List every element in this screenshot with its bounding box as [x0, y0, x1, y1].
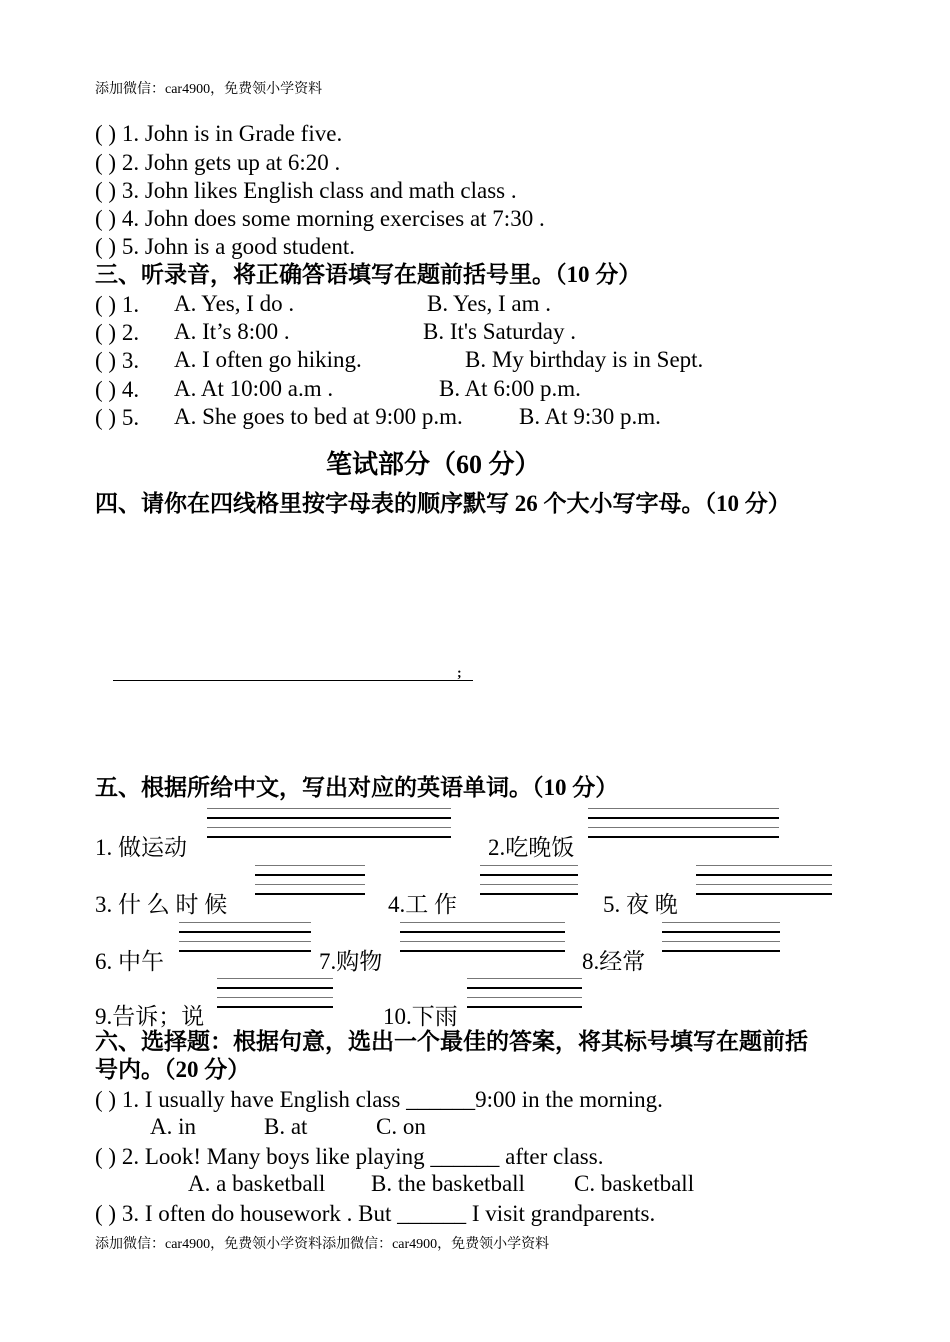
s6-q1-option-c: C. on [376, 1114, 426, 1139]
vocab-6-label: 6. 中午 [95, 949, 164, 974]
vocab-9-label: 9.告诉；说 [95, 1004, 205, 1029]
s3-item-4-b: B. At 6:00 p.m. [439, 376, 581, 401]
judge-item-3: ( ) 3. John likes English class and math class . [95, 178, 517, 203]
vocab-2-label: 2.吃晚饭 [488, 835, 575, 860]
section4-heading: 四、请你在四线格里按字母表的顺序默写 26 个大小写字母。（10 分） [95, 491, 791, 516]
judge-item-5: ( ) 5. John is a good student. [95, 234, 356, 259]
s3-item-1-num: ( ) 1. [95, 292, 140, 317]
s6-question-2: ( ) 2. Look! Many boys like playing ______ after class. [95, 1144, 604, 1169]
s6-question-1: ( ) 1. I usually have English class ______9:00 in the morning. [95, 1087, 663, 1112]
vocab-9-lines[interactable] [217, 978, 333, 1016]
s3-item-5-a: A. She goes to bed at 9:00 p.m. [174, 404, 463, 429]
section6-heading-line1: 六、选择题：根据句意，选出一个最佳的答案，将其标号填写在题前括 [95, 1029, 808, 1054]
vocab-3-lines[interactable] [255, 865, 365, 903]
vocab-1-label: 1. 做运动 [95, 835, 187, 860]
s3-item-3-b: B. My birthday is in Sept. [465, 347, 704, 372]
section3-heading: 三、听录音，将正确答语填写在题前括号里。（10 分） [95, 262, 642, 287]
s3-item-1-a: A. Yes, I do . [174, 291, 295, 316]
s3-item-5-num: ( ) 5. [95, 405, 140, 430]
section5-heading: 五、根据所给中文，写出对应的英语单词。（10 分） [95, 775, 619, 800]
s3-item-4-a: A. At 10:00 a.m . [174, 376, 334, 401]
vocab-7-label: 7.购物 [319, 949, 383, 974]
watermark-top: 添加微信：car4900，免费领小学资料 [95, 82, 323, 97]
vocab-5-label: 5. 夜 晚 [603, 892, 678, 917]
s6-question-3: ( ) 3. I often do housework . But ______ I visit grandparents. [95, 1201, 656, 1226]
judge-item-1: ( ) 1. John is in Grade five. [95, 121, 343, 146]
written-part-title: 笔试部分（60 分） [326, 450, 541, 479]
watermark-bottom: 添加微信：car4900，免费领小学资料添加微信：car4900，免费领小学资料 [95, 1237, 550, 1252]
s3-item-2-num: ( ) 2. [95, 320, 140, 345]
judge-item-4: ( ) 4. John does some morning exercises at 7:30 . [95, 206, 545, 231]
s3-item-1-b: B. Yes, I am . [427, 291, 551, 316]
s3-item-4-num: ( ) 4. [95, 377, 140, 402]
vocab-5-lines[interactable] [696, 865, 832, 903]
vocab-3-label: 3. 什 么 时 候 [95, 892, 228, 917]
vocab-7-lines[interactable] [400, 922, 565, 960]
writing-line-semicolon: ; [457, 666, 462, 681]
s6-q1-option-b: B. at [264, 1114, 308, 1139]
vocab-8-label: 8.经常 [582, 949, 646, 974]
section6-heading-line2: 号内。（20 分） [95, 1057, 251, 1082]
s3-item-2-b: B. It's Saturday . [423, 319, 576, 344]
vocab-10-label: 10.下雨 [383, 1004, 458, 1029]
s3-item-5-b: B. At 9:30 p.m. [519, 404, 661, 429]
vocab-4-label: 4.工 作 [388, 892, 457, 917]
vocab-6-lines[interactable] [179, 922, 311, 960]
s3-item-3-a: A. I often go hiking. [174, 347, 362, 372]
s6-q2-option-a: A. a basketball [188, 1171, 326, 1196]
vocab-4-lines[interactable] [480, 865, 578, 903]
vocab-2-lines[interactable] [588, 808, 779, 846]
s3-item-3-num: ( ) 3. [95, 348, 140, 373]
vocab-1-lines[interactable] [207, 808, 451, 846]
vocab-10-lines[interactable] [467, 978, 582, 1016]
s6-q1-option-a: A. in [150, 1114, 196, 1139]
judge-item-2: ( ) 2. John gets up at 6:20 . [95, 150, 341, 175]
writing-line [113, 680, 473, 681]
s3-item-2-a: A. It’s 8:00 . [174, 319, 290, 344]
s6-q2-option-b: B. the basketball [371, 1171, 525, 1196]
s6-q2-option-c: C. basketball [574, 1171, 695, 1196]
vocab-8-lines[interactable] [662, 922, 780, 960]
